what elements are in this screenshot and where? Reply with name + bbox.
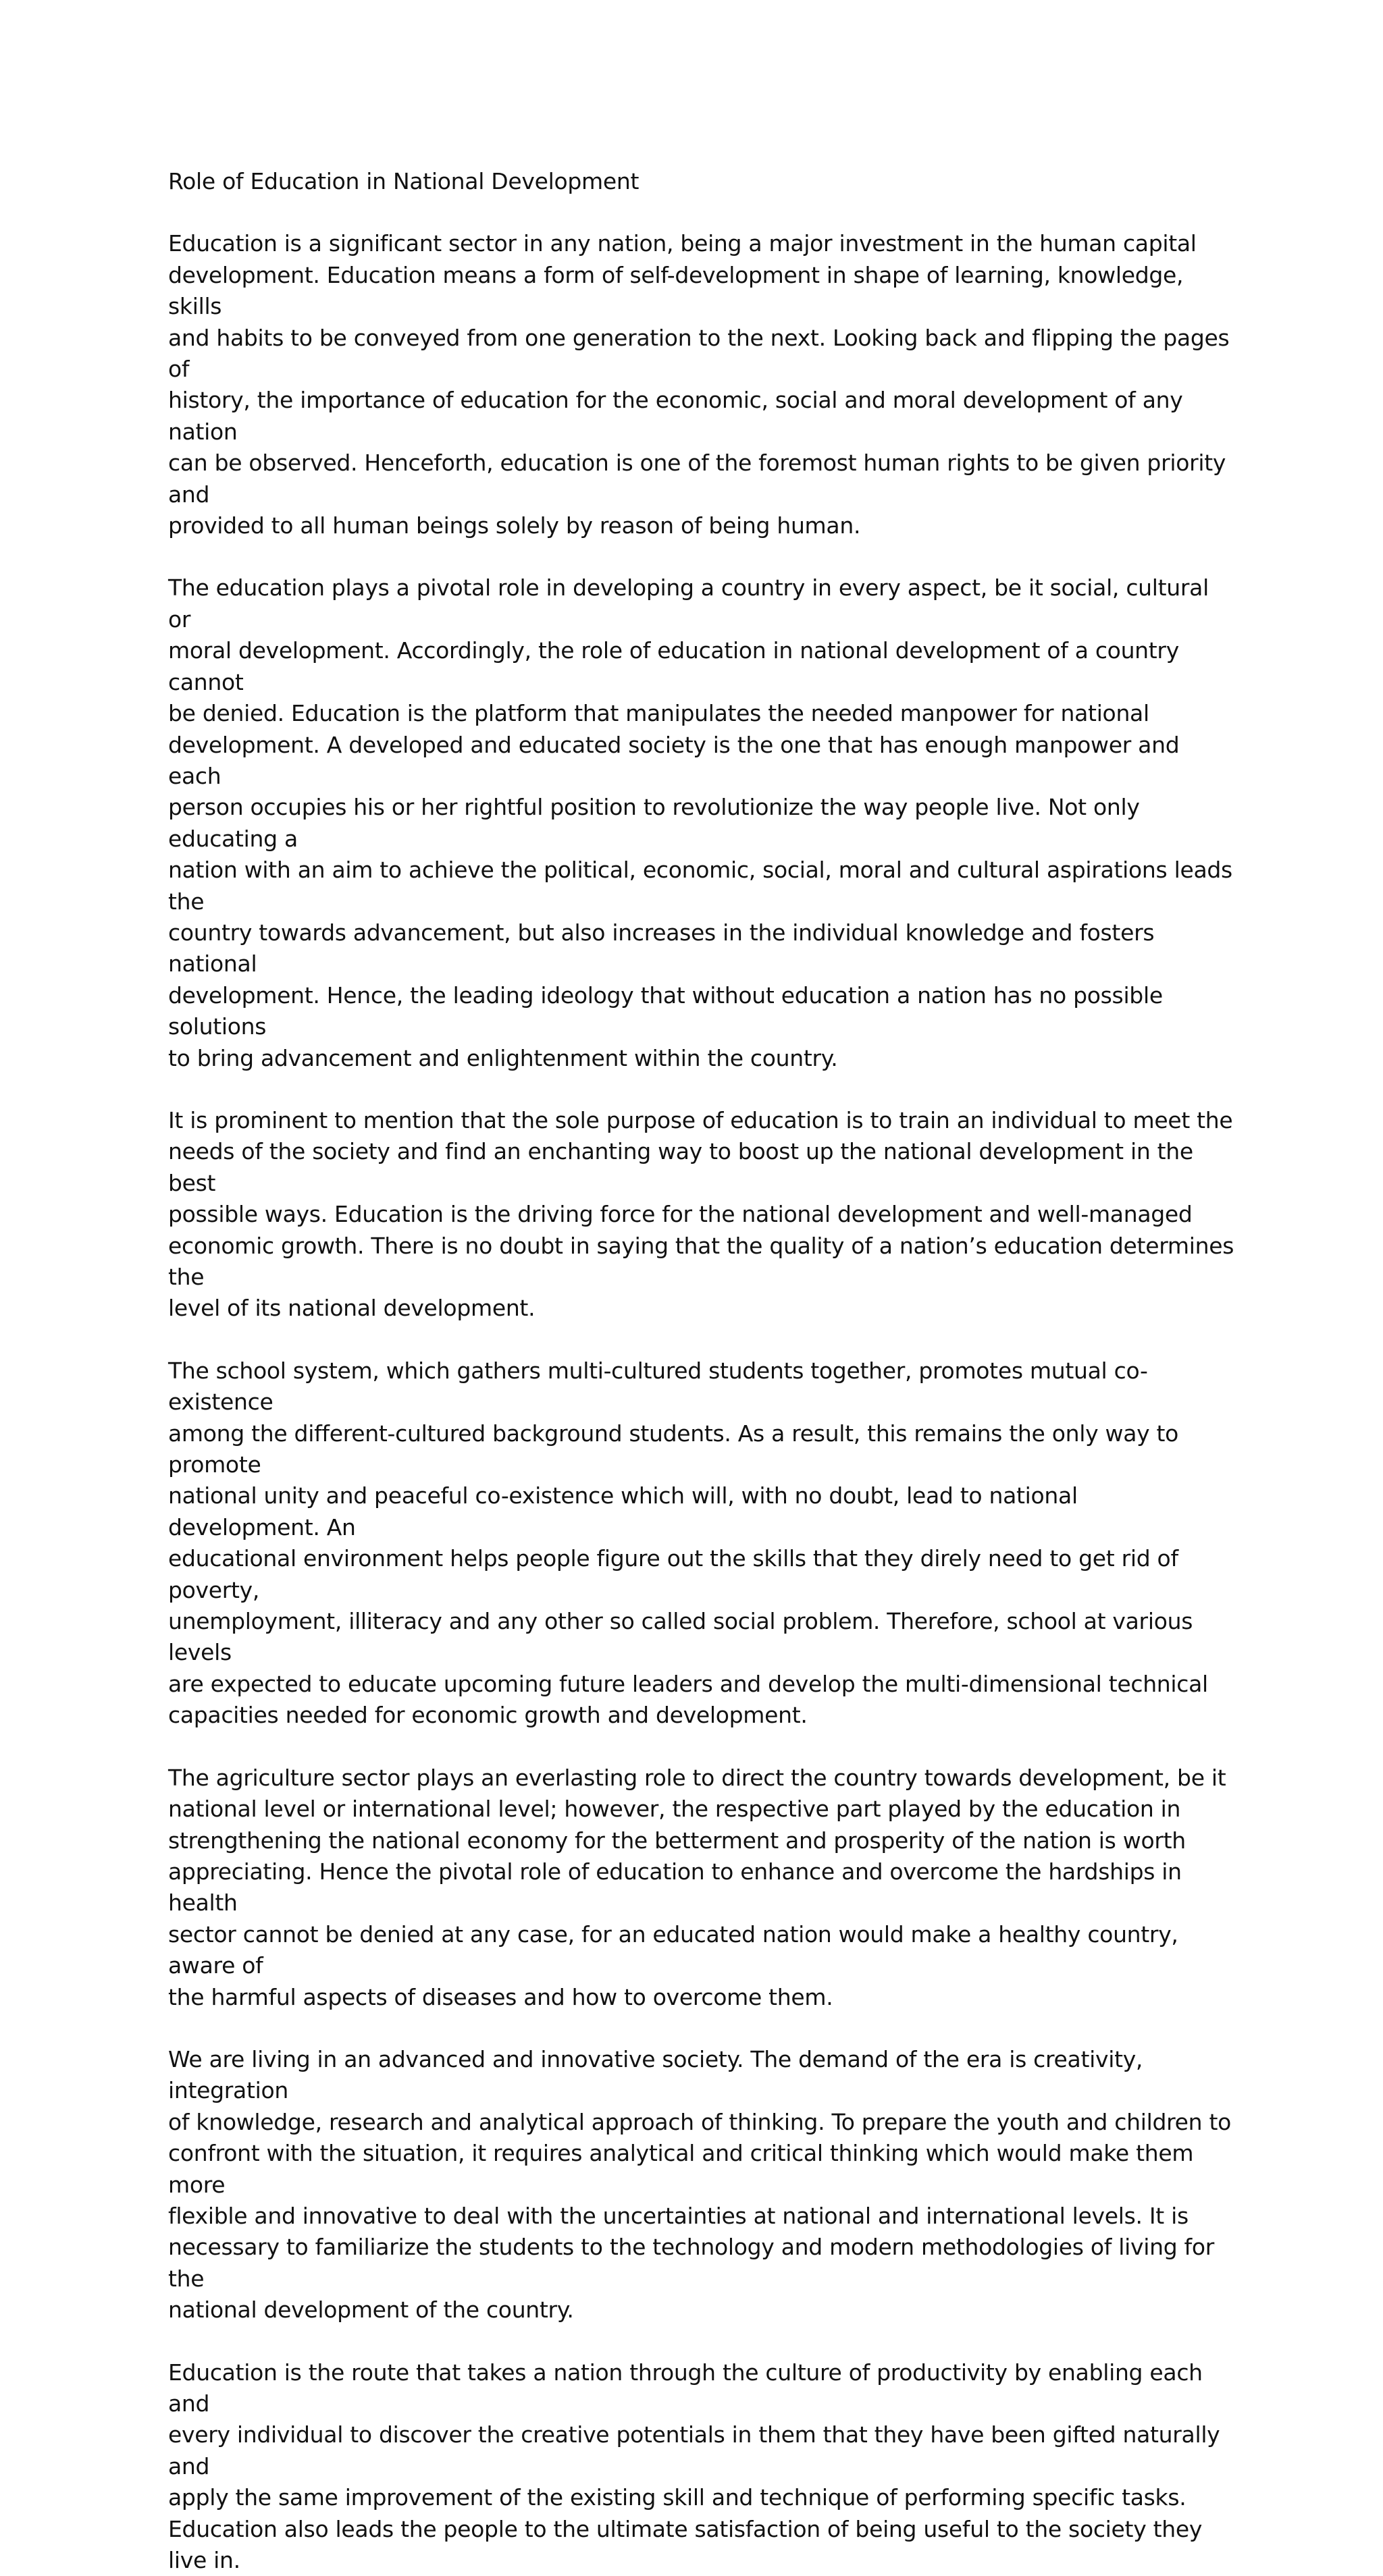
- paragraph-5: The agriculture sector plays an everlasting role to direct the country towards development, be it national level or international level; however, the respective part played by the education in strengthening the national economy for the betterment and prosperity of the nation is worth appreciating. Hence the pivotal role of education to enhance and overcome the hardships in health sector cannot be denied at any case, for an educated nation would make a healthy country, aware of the harmful aspects of diseases and how to overcome them.: [168, 1764, 1226, 2010]
- paragraph-4: The school system, which gathers multi-cultured students together, promotes mutual co-existence among the different-cultured background students. As a result, this remains the only way to promote national unity and peaceful co-existence which will, with no doubt, lead to national development. An educational environment helps people figure out the skills that they direly need to get rid of poverty, unemployment, illiteracy and any other so called social problem. Therefore, school at various levels are expected to educate upcoming future leaders and develop the multi-dimensional technical capacities needed for economic growth and development.: [168, 1357, 1208, 1729]
- document-title: Role of Education in National Development: [168, 168, 640, 194]
- paragraph-2: The education plays a pivotal role in developing a country in every aspect, be it social, cultural or moral development. Accordingly, the role of education in national development of a country cannot be denied. Education is the platform that manipulates the needed manpower for national development. A developed and educated society is the one that has enough manpower and each person occupies his or her rightful position to revolutionize the way people live. Not only educating a nation with an aim to achieve the political, economic, social, moral and cultural aspirations leads the country towards advancement, but also increases in the individual knowledge and fosters national development. Hence, the leading ideology that without education a nation has no possible solutions to bring advancement and enlightenment within the country.: [168, 574, 1232, 1071]
- paragraph-3: It is prominent to mention that the sole purpose of education is to train an individual to meet the needs of the society and find an enchanting way to boost up the national development in the best possible ways. Education is the driving force for the national development and well-managed economic growth. There is no doubt in saying that the quality of a nation’s education determines the level of its national development.: [168, 1106, 1234, 1322]
- paragraph-7: Education is the route that takes a nation through the culture of productivity by enabling each and every individual to discover the creative potentials in them that they have been gifted naturally and apply the same improvement of the existing skill and technique of performing specific tasks. Education also leads the people to the ultimate satisfaction of being useful to the society they live in.: [168, 2359, 1220, 2574]
- paragraph-1: Education is a significant sector in any nation, being a major investment in the human capital development. Education means a form of self-development in shape of learning, knowledge, skills and habits to be conveyed from one generation to the next. Looking back and flipping the pages of history, the importance of education for the economic, social and moral development of any nation can be observed. Henceforth, education is one of the foremost human rights to be given priority and provided to all human beings solely by reason of being human.: [168, 230, 1230, 539]
- document-body: [168, 166, 1235, 2576]
- paragraph-6: We are living in an advanced and innovative society. The demand of the era is creativity, integration of knowledge, research and analytical approach of thinking. To prepare the youth and children to confront with the situation, it requires analytical and critical thinking which would make them more flexible and innovative to deal with the uncertainties at national and international levels. It is necessary to familiarize the students to the technology and modern methodologies of living for the national development of the country.: [168, 2045, 1231, 2324]
